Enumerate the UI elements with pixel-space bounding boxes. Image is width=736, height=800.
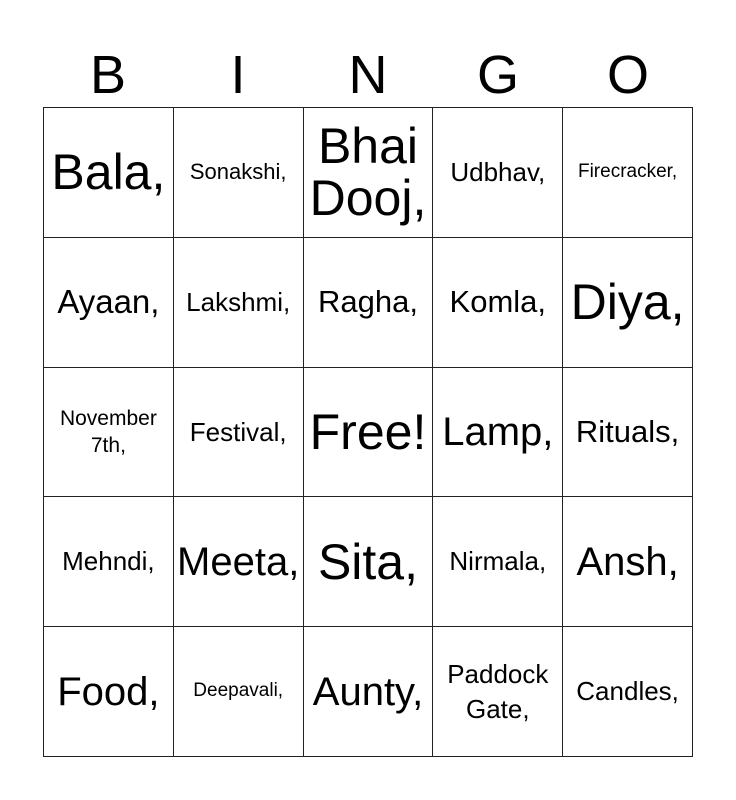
header-letter-n: N bbox=[348, 45, 388, 105]
bingo-cell[interactable]: Diya, bbox=[563, 238, 693, 368]
header-letter-g: G bbox=[476, 45, 519, 105]
bingo-cell-free-space[interactable]: Free! bbox=[304, 368, 434, 498]
header-letter-o: O bbox=[606, 45, 649, 105]
bingo-cell[interactable]: Sonakshi, bbox=[174, 108, 304, 238]
bingo-cell[interactable]: Mehndi, bbox=[44, 497, 174, 627]
bingo-board bbox=[43, 107, 693, 757]
bingo-cell[interactable]: Festival, bbox=[174, 368, 304, 498]
bingo-cell[interactable]: Bhai Dooj, bbox=[304, 108, 434, 238]
bingo-cell[interactable]: Candles, bbox=[563, 627, 693, 757]
header-letter-b: B bbox=[89, 45, 127, 105]
bingo-cell[interactable]: Bala, bbox=[44, 108, 174, 238]
bingo-cell[interactable]: Ansh, bbox=[563, 497, 693, 627]
bingo-cell[interactable]: Nirmala, bbox=[433, 497, 563, 627]
bingo-cell[interactable]: Ragha, bbox=[304, 238, 434, 368]
bingo-cell[interactable]: Firecracker, bbox=[563, 108, 693, 238]
bingo-cell[interactable]: Lakshmi, bbox=[174, 238, 304, 368]
bingo-cell[interactable]: Sita, bbox=[304, 497, 434, 627]
header-letter-i: I bbox=[230, 45, 246, 105]
bingo-cell[interactable]: Rituals, bbox=[563, 368, 693, 498]
bingo-cell[interactable]: Aunty, bbox=[304, 627, 434, 757]
bingo-cell[interactable]: November 7th, bbox=[44, 368, 174, 498]
bingo-cell[interactable]: Udbhav, bbox=[433, 108, 563, 238]
bingo-cell[interactable]: Komla, bbox=[433, 238, 563, 368]
bingo-cell[interactable]: Meeta, bbox=[174, 497, 304, 627]
bingo-cell[interactable]: Paddock Gate, bbox=[433, 627, 563, 757]
bingo-cell[interactable]: Deepavali, bbox=[174, 627, 304, 757]
bingo-cell[interactable]: Food, bbox=[44, 627, 174, 757]
bingo-header bbox=[43, 44, 693, 106]
bingo-cell[interactable]: Lamp, bbox=[433, 368, 563, 498]
bingo-cell[interactable]: Ayaan, bbox=[44, 238, 174, 368]
